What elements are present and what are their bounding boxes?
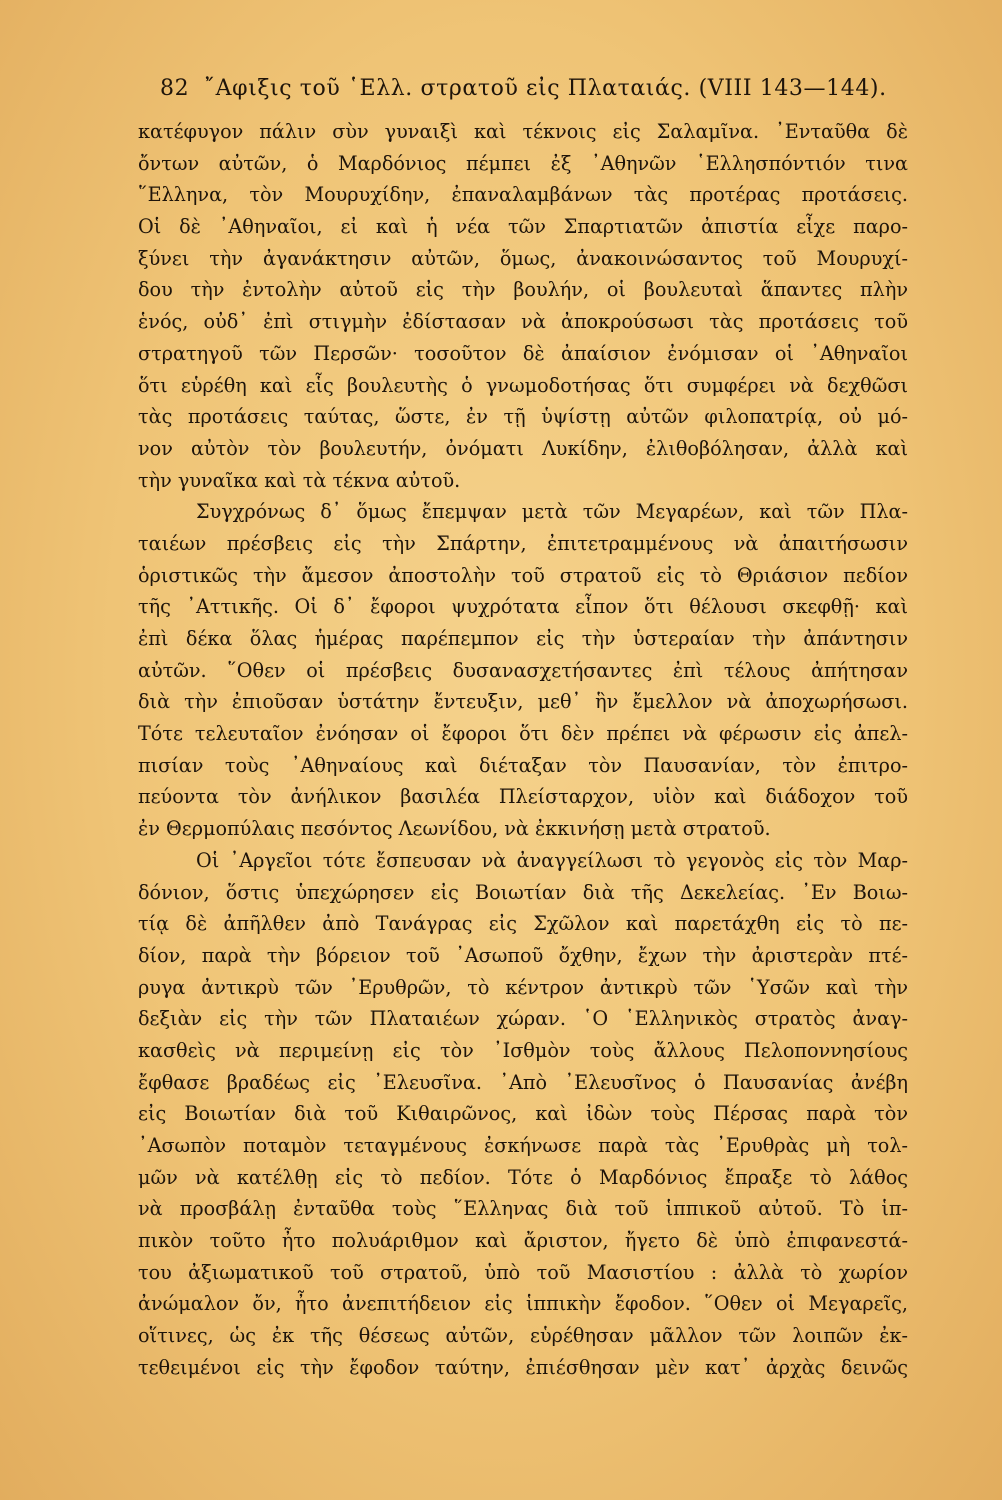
running-head — [138, 62, 908, 116]
text-line: οἵτινες, ὡς ἐκ τῆς θέσεως αὐτῶν, εὑρέθησαν μᾶλλον τῶν λοιπῶν ἐκ- — [138, 1324, 908, 1348]
text-line: ὅτι εὑρέθη καὶ εἷς βουλευτὴς ὁ γνωμοδοτήσας ὅτι συμφέρει νὰ δεχθῶσι — [138, 373, 908, 397]
text-line: κασθεὶς νὰ περιμείνῃ εἰς τὸν ᾿Ισθμὸν τοὺς ἄλλους Πελοποννησίους — [138, 1038, 908, 1062]
text-line: τὰς προτάσεις ταύτας, ὥστε, ἐν τῇ ὑψίστῃ αὐτῶν φιλοπατρίᾳ, οὐ μό- — [138, 405, 908, 429]
text-line: πεύοντα τὸν ἀνήλικον βασιλέα Πλείσταρχον, υἱὸν καὶ διάδοχον τοῦ — [138, 785, 908, 809]
text-line: Οἱ ᾿Αργεῖοι τότε ἔσπευσαν νὰ ἀναγγείλωσι τὸ γεγονὸς εἰς τὸν Μαρ- — [196, 848, 908, 872]
text-line: Συγχρόνως δ᾿ ὅμως ἔπεμψαν μετὰ τῶν Μεγαρέων, καὶ τῶν Πλα- — [196, 500, 908, 524]
text-line: ἑνός, οὐδ᾿ ἐπὶ στιγμὴν ἐδίστασαν νὰ ἀποκρούσωσι τὰς προτάσεις τοῦ — [138, 310, 908, 334]
text-line: εἰς Βοιωτίαν διὰ τοῦ Κιθαιρῶνος, καὶ ἰδὼν τοὺς Πέρσας παρὰ τὸν — [138, 1102, 908, 1126]
text-line: διὰ τὴν ἐπιοῦσαν ὑστάτην ἔντευξιν, μεθ᾿ ἣν ἔμελλον νὰ ἀποχωρήσωσι. — [138, 690, 908, 714]
text-line: ἐπὶ δέκα ὅλας ἡμέρας παρέπεμπον εἰς τὴν ὑστεραίαν τὴν ἀπάντησιν — [138, 627, 908, 650]
text-line: μῶν νὰ κατέλθῃ εἰς τὸ πεδίον. Τότε ὁ Μαρδόνιος ἔπραξε τὸ λάθος — [138, 1165, 908, 1189]
text-line: νὰ προσβάλῃ ἐνταῦθα τοὺς ῞Ελληνας διὰ τοῦ ἱππικοῦ αὐτοῦ. Τὸ ἱπ- — [138, 1197, 908, 1221]
text-line: τίᾳ δὲ ἀπῆλθεν ἀπὸ Τανάγρας εἰς Σχῶλον καὶ παρετάχθη εἰς τὸ πε- — [138, 912, 908, 936]
text-line: ὄντων αὐτῶν, ὁ Μαρδόνιος πέμπει ἐξ ᾿Αθηνῶν ῾Ελλησπόντιόν τινα — [138, 151, 908, 175]
text-line: του ἀξιωματικοῦ τοῦ στρατοῦ, ὑπὸ τοῦ Μασιστίου : ἀλλὰ τὸ χωρίον — [138, 1260, 908, 1284]
text-line: Τότε τελευταῖον ἐνόησαν οἱ ἔφοροι ὅτι δὲν πρέπει νὰ φέρωσιν εἰς ἀπελ- — [138, 722, 908, 746]
text-line: δόνιον, ὅστις ὑπεχώρησεν εἰς Βοιωτίαν διὰ τῆς Δεκελείας. ᾿Εν Βοιω- — [138, 880, 908, 904]
text-line: ρυγα ἀντικρὺ τῶν ᾿Ερυθρῶν, τὸ κέντρον ἀντικρὺ τῶν ῾Υσῶν καὶ τὴν — [138, 975, 908, 999]
running-title: ῎Αφιξις τοῦ ῾Ελλ. στρατοῦ εἰς Πλαταιάς. (VIII 143—144). — [204, 76, 887, 101]
text-line: ἐν Θερμοπύλαις πεσόντος Λεωνίδου, νὰ ἐκκινήσῃ μετὰ στρατοῦ. — [138, 817, 771, 841]
text-line: στρατηγοῦ τῶν Περσῶν· τοσοῦτον δὲ ἀπαίσιον ἐνόμισαν οἱ ᾿Αθηναῖοι — [138, 341, 908, 365]
text-line: δίον, παρὰ τὴν βόρειον τοῦ ᾿Ασωποῦ ὄχθην, ἔχων τὴν ἀριστερὰν πτέ- — [138, 943, 908, 967]
text-line: ῞Ελληνα, τὸν Μουρυχίδην, ἐπαναλαμβάνων τὰς προτέρας προτάσεις. — [138, 183, 908, 207]
text-line: δεξιὰν εἰς τὴν τῶν Πλαταιέων χώραν. ῾Ο ῾Ελληνικὸς στρατὸς ἀναγ- — [138, 1007, 908, 1031]
text-line: κατέφυγον πάλιν σὺν γυναιξὶ καὶ τέκνοις εἰς Σαλαμῖνα. ᾿Ενταῦθα δὲ — [138, 120, 908, 143]
text-line: ταιέων πρέσβεις εἰς τὴν Σπάρτην, ἐπιτετραμμένους νὰ ἀπαιτήσωσιν — [138, 531, 908, 555]
text-line: ὁριστικῶς τὴν ἄμεσον ἀποστολὴν τοῦ στρατοῦ εἰς τὸ Θριάσιον πεδίον — [138, 563, 908, 587]
page-number: 82 — [160, 76, 190, 101]
text-line: ᾿Ασωπὸν ποταμὸν τεταγμένους ἐσκήνωσε παρὰ τὰς ᾿Ερυθρὰς μὴ τολ- — [138, 1134, 908, 1157]
text-line: αὐτῶν. ῞Οθεν οἱ πρέσβεις δυσανασχετήσαντες ἐπὶ τέλους ἀπήτησαν — [138, 658, 908, 682]
text-line: τεθειμένοι εἰς τὴν ἔφοδον ταύτην, ἐπιέσθησαν μὲν κατ᾿ ἀρχὰς δεινῶς — [138, 1355, 908, 1379]
text-line: τῆς ᾿Αττικῆς. Οἱ δ᾿ ἔφοροι ψυχρότατα εἶπον ὅτι θέλουσι σκεφθῇ· καὶ — [138, 595, 908, 619]
text-line: δου τὴν ἐντολὴν αὐτοῦ εἰς τὴν βουλήν, οἱ βουλευταὶ ἅπαντες πλὴν — [138, 278, 908, 302]
text-line: νον αὐτὸν τὸν βουλευτήν, ὀνόματι Λυκίδην, ἐλιθοβόλησαν, ἀλλὰ καὶ — [138, 436, 908, 460]
text-line: ἔφθασε βραδέως εἰς ᾿Ελευσῖνα. ᾿Απὸ ᾿Ελευσῖνος ὁ Παυσανίας ἀνέβη — [138, 1070, 908, 1094]
text-line: Οἱ δὲ ᾿Αθηναῖοι, εἰ καὶ ἡ νέα τῶν Σπαρτιατῶν ἀπιστία εἶχε παρο- — [138, 215, 908, 239]
text-block — [138, 62, 908, 1384]
text-line: πικὸν τοῦτο ἦτο πολυάριθμον καὶ ἄριστον, ἤγετο δὲ ὑπὸ ἐπιφανεστά- — [138, 1229, 908, 1253]
text-line: τὴν γυναῖκα καὶ τὰ τέκνα αὐτοῦ. — [138, 468, 461, 492]
text-line: πισίαν τοὺς ᾿Αθηναίους καὶ διέταξαν τὸν Παυσανίαν, τὸν ἐπιτρο- — [138, 753, 908, 777]
text-line: ξύνει τὴν ἀγανάκτησιν αὐτῶν, ὅμως, ἀνακοινώσαντος τοῦ Μουρυχί- — [138, 246, 908, 270]
text-line: ἀνώμαλον ὄν, ἦτο ἀνεπιτήδειον εἰς ἱππικὴν ἔφοδον. ῞Οθεν οἱ Μεγαρεῖς, — [138, 1292, 908, 1316]
